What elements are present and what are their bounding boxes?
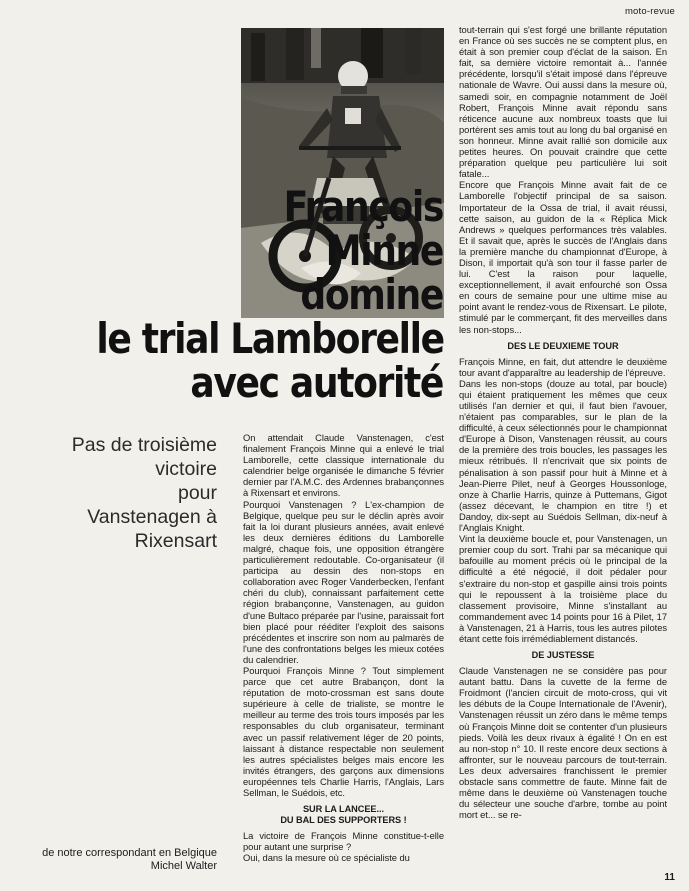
paragraph: Encore que François Minne avait fait de ce Lamborelle l'objectif principal de sa saison. Importateur de la Ossa de trial, il avait réussi, cette saison, au guidon de la « Réplica Mick Andrews » quelques performances très valables. Et il savait que, après le succès de l'Anglais dans la première manche du championnat d'Europe, à Dison, il importait qu'à son tour il fasse parler de lui. C'est la raison pour laquelle, exceptionnellement, il avait enfourché son Ossa en cours de semaine pour une ultime mise au point avant le rendez-vous de Rixensart. Le pilote, stimulé par le commerçant, fit des merveilles dans les non-stops...: [459, 179, 667, 335]
article-headline: [40, 182, 444, 407]
paragraph: François Minne, en fait, dut attendre le deuxième tour avant d'apparaître au leadership de l'épreuve.: [459, 355, 667, 378]
running-head: moto-revue: [624, 6, 675, 17]
subhead-line: pour: [177, 482, 217, 504]
text-column-2: [459, 24, 667, 880]
paragraph: On attendait Claude Vanstenagen, c'est finalement François Minne qui a enlevé le trial Lamborelle, cette classique internationale du calendrier belge organisée le dimanche 5 février dernier par l'A.M.C. des Ardennes brabançonnes à Rixensart et environs.: [243, 432, 444, 499]
headline-line: le trial Lamborelle: [96, 314, 444, 363]
page-number: 11: [664, 872, 675, 883]
paragraph: tout-terrain qui s'est forgé une brillante réputation en France où ses succès ne se comptent plus, en était à son premier coup d'éclat de la saison. En fait, sa dernière victoire remontait à... l'année précédente, lorsqu'il s'était imposé dans l'épreuve nationale de Wavre. Oui aussi dans la mesure où, samedi soir, en compagnie notamment de Joël Robert, François Minne avait répondu sans réticence aucune aux nombreux toasts que lui portèrent ses amis tout au long du bal organisé en son honneur. Minne avait rallié son domicile aux petites heures. On pouvait craindre que cette préparation quelque peu particulière lui soit fatale...: [459, 24, 667, 180]
subhead-line: victoire: [155, 458, 217, 480]
paragraph: Oui, dans la mesure où ce spécialiste du: [243, 852, 410, 864]
headline-line: François: [283, 182, 443, 231]
subhead-line: Vanstenagen à: [87, 506, 217, 528]
section-heading: [243, 804, 444, 826]
byline-author: Michel Walter: [150, 860, 217, 872]
article-subhead: [20, 433, 217, 553]
section-heading-line: DU BAL DES SUPPORTERS !: [280, 815, 407, 826]
paragraph: Claude Vanstenagen ne se considère pas pour autant battu. Dans la cuvette de la ferme de Froidmont (l'ancien circuit de moto-cross, qui vit les débuts de la Coupe Internationale de l'Avenir), Vanstenagen réussit un zéro dans le même temps où François Minne doit se contenter d'un plusieurs pieds. Voilà les deux rivaux à égalité ! On en est au non-stop n° 10. Il reste encore deux sections à affronter, sur le nouveau parcours de tout-terrain. Les deux adversaires franchissent le premier obstacle sans commettre de faute. Minne fait de même dans le deuxième où Vanstenagen touche du sélecteur une souche d'arbre, tombe au point mort et... se re-: [459, 665, 667, 821]
paragraph: Vint la deuxième boucle et, pour Vanstenagen, un premier coup du sort. Trahi par sa mécanique qui bafouille au moment précis où le principal de la difficulté a été négocié, il doit pédaler pour s'extraire du non-stop et gaspille ainsi trois points qui le repoussent à la troisième place du classement provisoire, Minne s'installant au commandement avec 14 points pour 16 à Pilet, 17 à Vanstenagen, 21 à Harris, tous les autres pilotes étant cette fois irrémédiablement distancés.: [459, 533, 667, 644]
headline-line: Minne: [325, 226, 443, 275]
subhead-line: Rixensart: [134, 530, 217, 552]
headline-line: domine: [300, 270, 443, 319]
paragraph: Pourquoi Vanstenagen ? L'ex-champion de Belgique, quelque peu sur le déclin après avoir fait la loi durant plusieurs années, avait enlevé les deux dernières éditions du Lamborelle malgré, chaque fois, une opposition étrangère particulièrement redoutable. Co-organisateur (il participa au dessin des non-stops en collaboration avec Roger Vanderbecken, l'enfant chéri du club), connaissant parfaitement cette région brabançonne, Vanstenagen, au guidon d'une Bultaco préparée par l'usine, paraissait fort bien placé pour rééditer l'exploit des saisons précédentes et inscrire son nom au palmarès de l'une des confrontations belges les mieux cotées du calendrier.: [243, 498, 444, 665]
byline-role: de notre correspondant en Belgique: [42, 847, 217, 859]
paragraph: Pourquoi François Minne ? Tout simplement parce que cet autre Brabançon, dont la réputation de moto-crossman est sans doute supérieure à celle de trialiste, se montre le meilleur au terme des trois tours imposés par les responsables du club organisateur, terminant avec un passif relativement léger de 20 points, laissant à distance respectable non seulement les autres spécialistes belges mais encore les invités étrangers, des garçons aux dimensions européennes tels Charlie Harris, l'Anglais, Lars Sellman, le Suédois, etc.: [243, 664, 444, 798]
subhead-line: Pas de troisième: [71, 434, 217, 456]
section-heading-line: SUR LA LANCEE...: [302, 804, 385, 815]
section-heading: DE JUSTESSE: [531, 650, 595, 661]
paragraph: La victoire de François Minne constitue-t-elle pour autant une surprise ?: [243, 830, 444, 853]
headline-line: avec autorité: [190, 358, 443, 407]
paragraph: Dans les non-stops (douze au total, par boucle) qui étaient pratiquement les mêmes que ceux utilisés l'an dernier et qui, il faut bien l'avouer, n'étaient pas comparables, sur le plan de la difficulté, à ceux sélectionnés pour le championnat d'Europe à Dison, Vanstenagen réussit, au cours de la première des trois boucles, les passages les mieux rétribués. Il n'encrivait que six points de pénalisation à son passif pour huit à Minne et à Jean-Pierre Pilet, neuf à Georges Houssonloge, onze à Charlie Harris, quinze à Puttemans, Gigot (assez décevant, le champion en titre !) et Dandoy, dix-sept au Suédois Sellman, dix-neuf à l'Anglais Knight.: [459, 377, 667, 534]
text-column-1: [243, 432, 444, 882]
byline: [20, 847, 217, 873]
section-heading: DES LE DEUXIEME TOUR: [507, 340, 619, 351]
